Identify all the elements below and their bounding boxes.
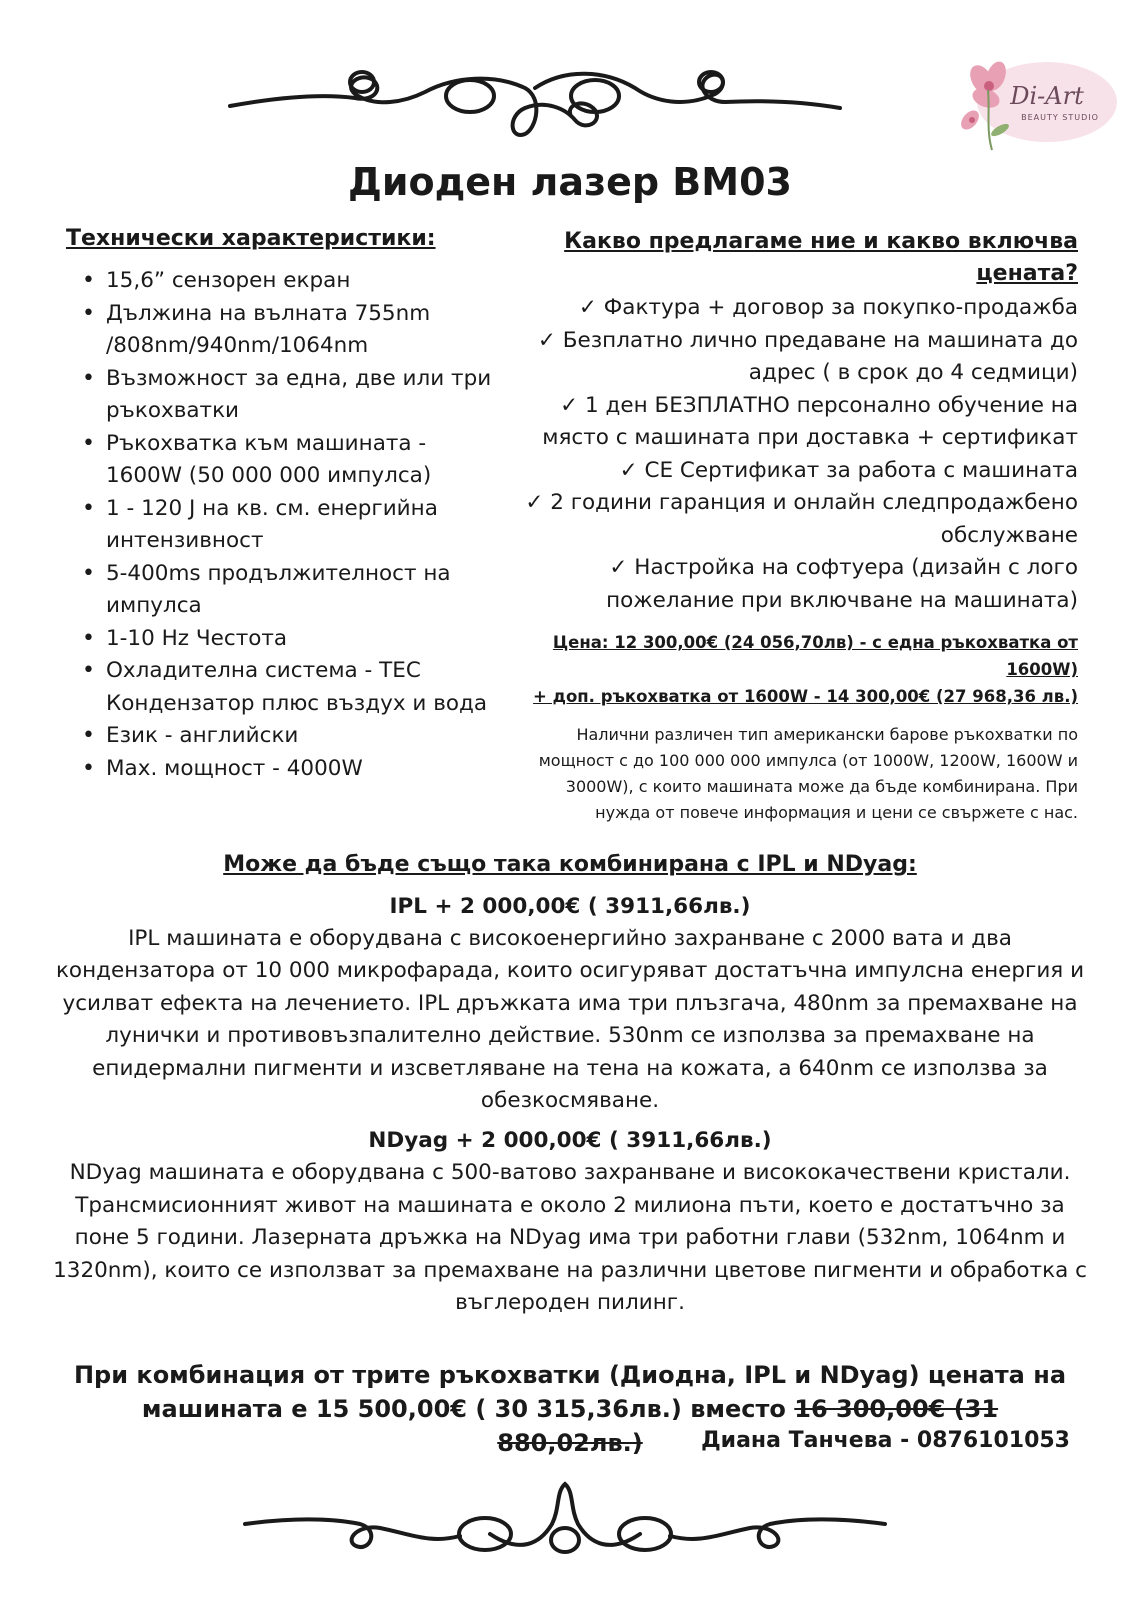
ipl-title: IPL + 2 000,00€ ( 3911,66лв.) [389, 894, 751, 919]
offer-item: ✓ CE Сертификат за работа с машината [619, 457, 1078, 483]
list-item: • 15,6” сензорен екран [66, 265, 506, 298]
list-item: • Дължина на вълната 755nm /808nm/940nm/1064nm [66, 298, 506, 363]
list-item: • Език - английски [66, 720, 506, 753]
final-offer-text: При комбинация от трите ръкохватки (Диодна, IPL и NDyag) цената на машината е 15 500,00€ ( 30 315,36лв.) вместо [73, 1361, 1067, 1423]
list-item: • 1-10 Hz Честота [66, 623, 506, 656]
specs-list [66, 265, 506, 785]
bottom-flourish-ornament [240, 1474, 890, 1574]
offer-item: ✓ Фактура + договор за покупко-продажба [578, 295, 1078, 320]
checkmark-icon: ✓ [537, 327, 556, 353]
offer-item: ✓ Безплатно лично предаване на машината до адрес ( в срок до 4 седмици) [537, 327, 1078, 385]
combo-heading: Може да бъде също така комбинирана с IPL и NDyag: [223, 852, 917, 877]
price-line-2: + доп. ръкохватка от 1600W - 14 300,00€ (27 968,36 лв.) [533, 687, 1078, 706]
offer-item: ✓ 2 години гаранция и онлайн следпродажбено обслужване [525, 490, 1078, 548]
list-item: • Възможност за една, две или три ръкохватки [66, 363, 506, 428]
list-item: • Max. мощност - 4000W [66, 753, 506, 786]
specs-heading: Технически характеристики: [66, 226, 436, 251]
offer-section [510, 226, 1078, 826]
checkmark-icon: ✓ [560, 392, 579, 418]
ipl-description: IPL машината е оборудвана с високоенергийно захранване с 2000 вата и два кондензатора от 10 000 микрофарада, които осигуряват достатъчна импулсна енергия и усилват ефекта на лечението. IPL дръжката има три плъзгача, 480nm за премахване на лунички и противовъзпалително действие. 530nm се използва за премахване на епидермални пигменти и изсветляване на тена на кожата, а 640nm се използва за обезкосмяване. [55, 926, 1085, 1114]
checkmark-icon: ✓ [525, 490, 544, 515]
offer-item: ✓ 1 ден БЕЗПЛАТНО персонално обучение на място с машината при доставка + сертификат [542, 392, 1078, 450]
ndyag-title: NDyag + 2 000,00€ ( 3911,66лв.) [368, 1128, 772, 1154]
offer-heading: Какво предлагаме ние и какво включва цената? [564, 229, 1078, 286]
logo-script: Di-Art [1010, 82, 1084, 110]
page-title: Диоден лазер BM03 [348, 160, 792, 204]
top-flourish-ornament [225, 58, 845, 150]
checkmark-icon: ✓ [619, 457, 638, 483]
list-item: • 1 - 120 J на кв. см. енергийна интензивност [66, 493, 506, 558]
list-item: • Ръкохватка към машината - 1600W (50 000 000 импулса) [66, 428, 506, 493]
price-line-1: Цена: 12 300,00€ (24 056,70лв) - с една ръкохватка от 1600W) [552, 633, 1078, 679]
combo-section [50, 852, 1090, 1319]
flower-icon [952, 50, 1122, 160]
specs-section [66, 226, 506, 785]
ndyag-description: NDyag машината е оборудвана с 500-ватово захранване и висококачествени кристали. Трансмисионният живот на машината е около 2 милиона пъти, което е достатъчно за поне 5 години. Лазерната дръжка на NDyag има три работни глави (532nm, 1064nm и 1320nm), които се използват за премахване на различни цветове пигменти и обработка с въглероден пилинг. [53, 1160, 1087, 1316]
price-block [510, 629, 1078, 710]
contact-signature: Диана Танчева - 0876101053 [701, 1428, 1070, 1453]
studio-logo [952, 50, 1122, 160]
checkmark-icon: ✓ [578, 295, 597, 320]
list-item: • 5-400ms продължителност на импулса [66, 558, 506, 623]
offer-item: ✓ Настройка на софтуера (дизайн с лого пожелание при включване на машината) [606, 555, 1078, 613]
checkmark-icon: ✓ [609, 555, 628, 580]
handpiece-note: Налични различен тип американски барове ръкохватки по мощност с до 100 000 000 импулса (от 1000W, 1200W, 1600W и 3000W), с които машината може да бъде комбинирана. При нужда от повече информация и цени се свържете с нас. [538, 725, 1078, 822]
old-price: 16 300,00€ (31 880,02лв.) [497, 1395, 999, 1457]
list-item: • Охладителна система - TEC Кондензатор плюс въздух и вода [66, 655, 506, 720]
logo-subtitle: BEAUTY STUDIO [1021, 113, 1099, 122]
